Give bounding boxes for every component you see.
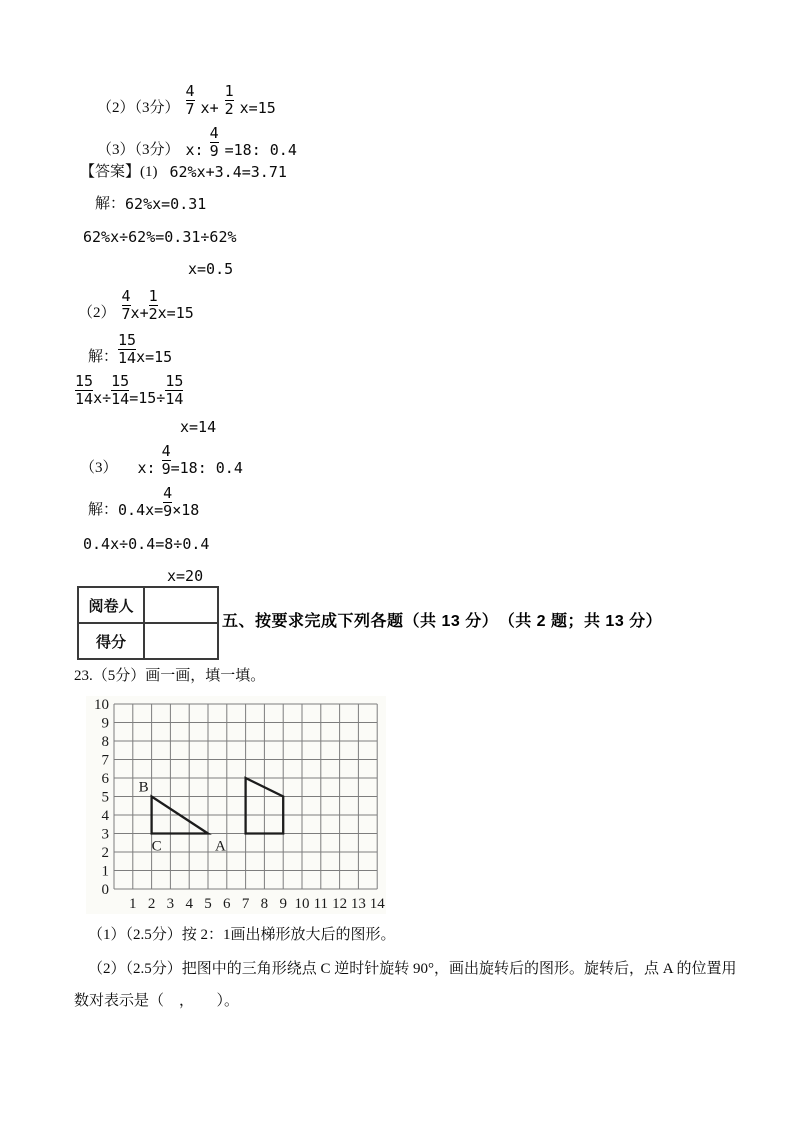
sub-question-2-continued: 数对表示是（ ， ）。 <box>74 993 240 1009</box>
svg-text:4: 4 <box>185 896 193 912</box>
svg-text:2: 2 <box>147 896 156 912</box>
solution-step <box>83 229 237 246</box>
equation-text: 62%x÷62%=0.31÷62% <box>83 228 237 246</box>
solution-result <box>180 419 216 436</box>
equation-text: x=15 <box>157 304 194 322</box>
answer-label: （2） <box>78 305 116 321</box>
equation-text: x: <box>185 141 204 159</box>
svg-text:5: 5 <box>101 789 109 806</box>
answer-line-2 <box>78 289 194 322</box>
answer-label: 【答案】(1) <box>80 164 158 180</box>
fraction: $\frac{4}{7}$ <box>185 82 195 118</box>
equation-text: x=14 <box>180 418 217 436</box>
problem-line-3 <box>97 126 297 159</box>
equation-text: x=0.5 <box>188 260 234 278</box>
answer-header-line <box>80 164 287 181</box>
equation-text: x÷ <box>93 389 112 407</box>
svg-text:11: 11 <box>313 896 329 912</box>
solution-step <box>83 536 209 553</box>
grid-svg <box>86 696 386 914</box>
svg-text:14: 14 <box>369 896 385 912</box>
svg-text:7: 7 <box>101 752 109 769</box>
grader-table <box>77 586 219 660</box>
fraction: $\frac{15}{14}$ <box>118 331 137 367</box>
equation-text: =18: 0.4 <box>170 459 243 477</box>
score-value-cell <box>144 623 218 659</box>
solve-label: 解： <box>95 196 126 212</box>
equation-text: x+ <box>130 304 149 322</box>
solution-step <box>88 486 199 519</box>
fraction: $\frac{1}{2}$ <box>224 82 234 118</box>
equation-text: x=20 <box>167 567 204 585</box>
sub-question-2: （2）（2.5分）把图中的三角形绕点 C 逆时针旋转 90°，画出旋转后的图形。旋转后，点 A 的位置用 <box>88 961 737 977</box>
equation-text: ×18 <box>172 501 200 519</box>
solve-label: 解： <box>88 502 119 518</box>
svg-text:10: 10 <box>294 896 310 912</box>
problem-line-2 <box>97 84 276 117</box>
svg-text:A: A <box>215 838 226 855</box>
section-heading: 五、按要求完成下列各题（共 13 分） （共 2 题；共 13 分） <box>222 613 663 630</box>
svg-text:7: 7 <box>241 896 250 912</box>
question-23-title: 23.（5分）画一画，填一填。 <box>74 668 266 684</box>
equation-text: 0.4x÷0.4=8÷0.4 <box>83 535 210 553</box>
svg-text:B: B <box>138 779 149 796</box>
svg-text:13: 13 <box>350 896 366 912</box>
svg-text:8: 8 <box>101 734 109 750</box>
grader-value-cell <box>144 587 218 623</box>
problem-label: （2）（3分） <box>97 100 180 116</box>
fraction: $\frac{15}{14}$ <box>165 372 184 408</box>
equation-text: 0.4x= <box>118 501 164 519</box>
figure-coordinate-grid <box>86 696 386 914</box>
sub-question-1: （1）（2.5分）按 2：1画出梯形放大后的图形。 <box>88 927 396 943</box>
svg-text:0: 0 <box>101 882 109 898</box>
fraction: $\frac{15}{14}$ <box>111 372 130 408</box>
fraction: $\frac{4}{9}$ <box>161 442 171 478</box>
equation-text: x=15 <box>239 99 276 117</box>
fraction: $\frac{1}{2}$ <box>148 287 158 323</box>
svg-text:2: 2 <box>101 845 109 861</box>
equation-text: x+ <box>200 99 219 117</box>
svg-text:1: 1 <box>101 863 109 880</box>
equation-text: 62%x+3.4=3.71 <box>169 163 287 181</box>
equation-text: 62%x=0.31 <box>125 195 207 213</box>
solution-result <box>188 261 233 278</box>
fraction: $\frac{4}{9}$ <box>209 124 219 160</box>
svg-text:C: C <box>151 838 162 855</box>
grader-label: 阅卷人 <box>78 587 144 623</box>
equation-text: =15÷ <box>129 389 166 407</box>
answer-label: （3） <box>80 460 118 476</box>
equation-text: x=15 <box>136 348 173 366</box>
svg-text:3: 3 <box>101 826 109 843</box>
score-label: 得分 <box>78 623 144 659</box>
solution-step <box>88 333 172 366</box>
fraction: $\frac{15}{14}$ <box>75 372 94 408</box>
svg-text:9: 9 <box>101 715 109 732</box>
fraction: $\frac{4}{7}$ <box>121 287 131 323</box>
equation-text: x: <box>137 459 156 477</box>
svg-text:3: 3 <box>166 896 175 912</box>
svg-text:4: 4 <box>101 808 109 824</box>
fraction: $\frac{4}{9}$ <box>163 484 173 520</box>
svg-text:5: 5 <box>204 896 212 912</box>
answer-line-3 <box>80 444 243 477</box>
svg-text:1: 1 <box>129 896 137 912</box>
svg-text:10: 10 <box>94 697 109 713</box>
table-row <box>78 623 218 659</box>
solve-label: 解： <box>88 349 119 365</box>
svg-text:6: 6 <box>101 771 109 787</box>
solution-step <box>75 374 183 407</box>
solution-result <box>167 568 203 585</box>
svg-text:12: 12 <box>332 896 348 912</box>
table-row <box>78 587 218 623</box>
equation-text: =18: 0.4 <box>224 141 297 159</box>
svg-text:6: 6 <box>223 896 231 912</box>
problem-label: （3）（3分） <box>97 142 180 158</box>
svg-text:8: 8 <box>260 896 269 912</box>
solution-step <box>95 196 206 213</box>
svg-text:9: 9 <box>279 896 287 912</box>
